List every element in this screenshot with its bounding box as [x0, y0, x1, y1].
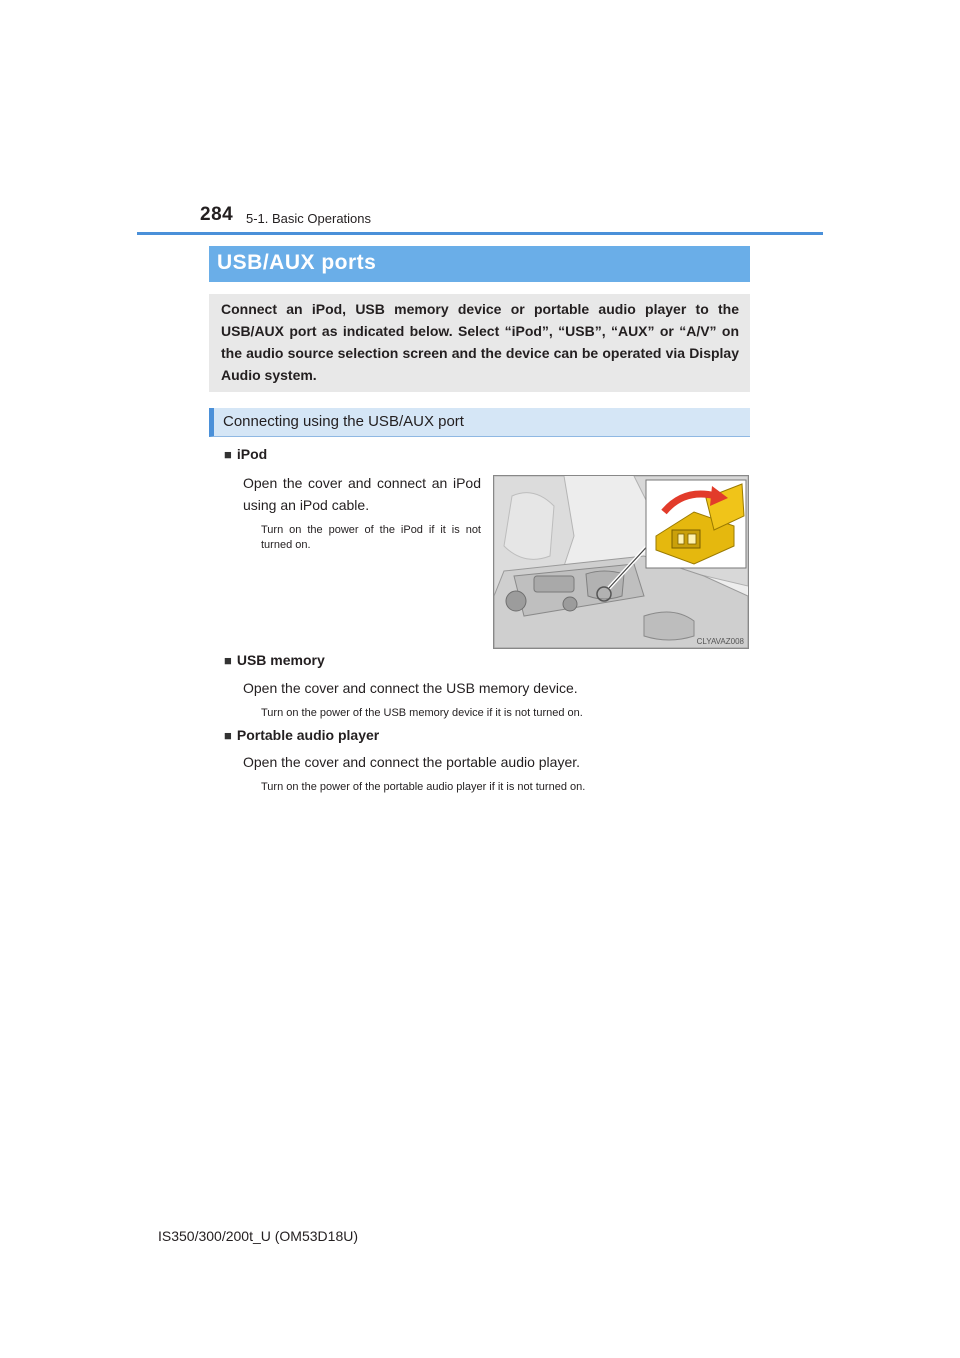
- item-note-portable-audio-player: Turn on the power of the portable audio player if it is not turned on.: [261, 781, 586, 793]
- item-heading-portable-audio-player: ■ Portable audio player: [224, 727, 380, 743]
- item-body-ipod: Open the cover and connect an iPod using an iPod cable.: [243, 475, 481, 513]
- footer-model-code: IS350/300/200t_U (OM53D18U): [158, 1228, 358, 1244]
- console-usb-cover-illustration: [493, 475, 749, 649]
- page-title: USB/AUX ports: [209, 246, 750, 282]
- svg-text:CLYAVAZ008: CLYAVAZ008: [696, 637, 744, 646]
- header-divider: [137, 232, 823, 235]
- square-bullet-icon: ■: [224, 447, 232, 462]
- square-bullet-icon: ■: [224, 653, 232, 668]
- intro-paragraph: Connect an iPod, USB memory device or portable audio player to the USB/AUX port as indicated below. Select “iPod”, “USB”, “AUX” or “A/V” on the audio source selection screen and the device can be operated via Display Audio system.: [209, 294, 750, 392]
- item-heading-ipod: ■ iPod: [224, 446, 268, 462]
- item-body-portable-audio-player: Open the cover and connect the portable audio player.: [243, 754, 581, 770]
- square-bullet-icon: ■: [224, 728, 232, 743]
- subheading: Connecting using the USB/AUX port: [209, 408, 750, 437]
- page-number: 284: [200, 204, 234, 225]
- console-usb-cover-icon: [494, 476, 748, 648]
- item-note-ipod: Turn on the power of the iPod if it is not turned on.: [261, 524, 481, 551]
- item-note-usb-memory: Turn on the power of the USB memory device if it is not turned on.: [261, 707, 583, 719]
- item-body-usb-memory: Open the cover and connect the USB memory device.: [243, 680, 578, 696]
- item-heading-usb-memory: ■ USB memory: [224, 652, 325, 668]
- section-label: 5-1. Basic Operations: [246, 211, 372, 226]
